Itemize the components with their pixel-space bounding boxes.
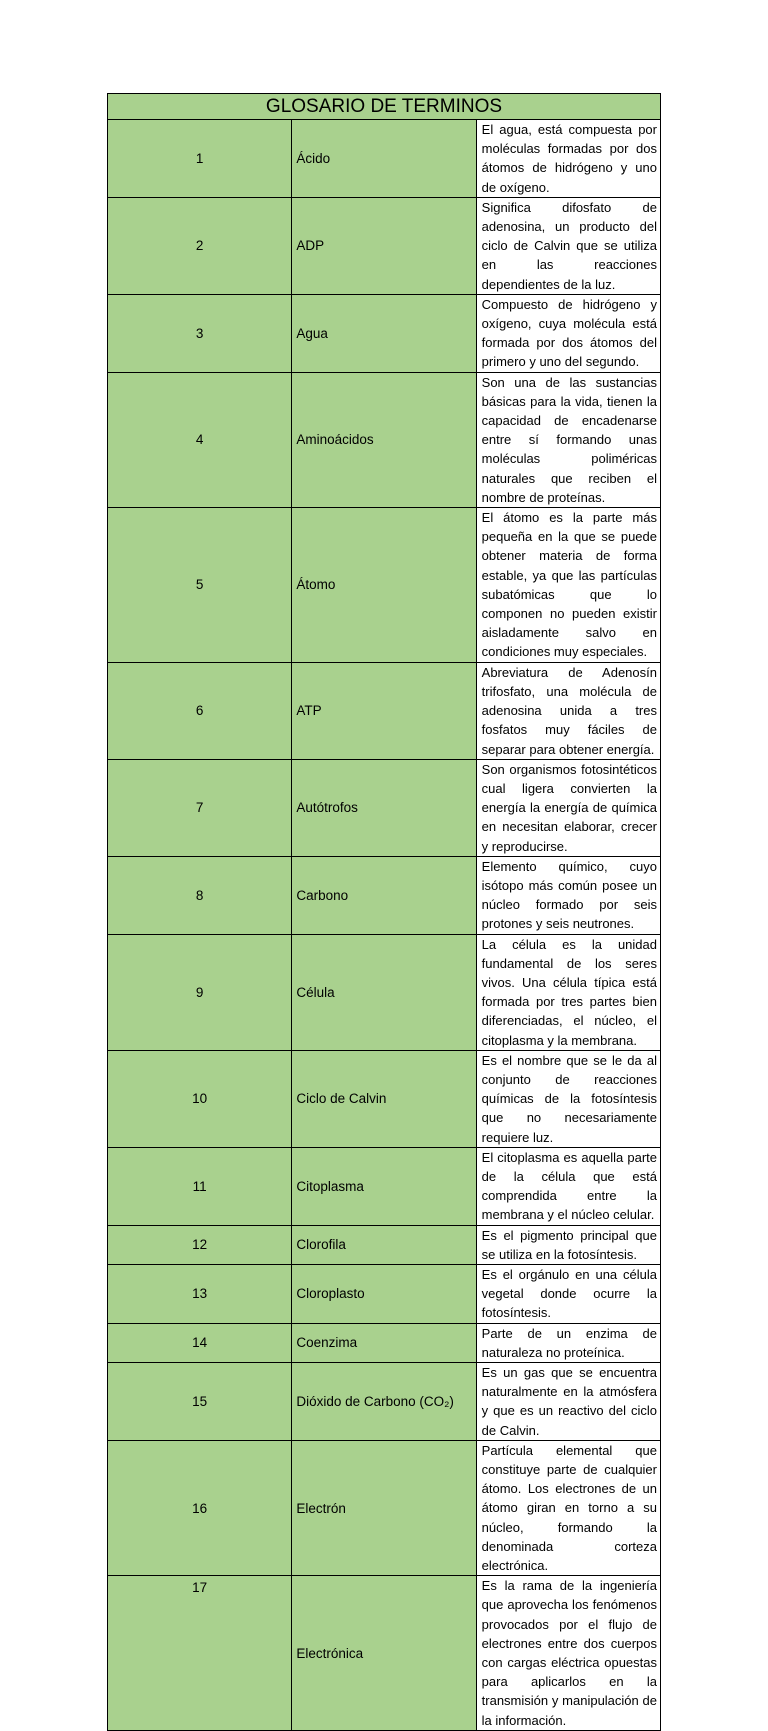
table-row <box>108 1147 661 1225</box>
entry-number: 16 <box>108 1440 292 1575</box>
entry-definition: Compuesto de hidrógeno y oxígeno, cuya molécula está formada por dos átomos del primero y uno del segundo. <box>476 294 660 372</box>
table-row <box>108 856 661 934</box>
entry-definition: El citoplasma es aquella parte de la célula que está comprendida entre la membrana y el núcleo celular. <box>476 1147 660 1225</box>
entry-definition: El átomo es la parte más pequeña en la que se puede obtener materia de forma estable, ya que las partículas subatómicas que lo componen no pueden existir aisladamente salvo en condiciones muy especiales. <box>476 508 660 663</box>
entry-number: 2 <box>108 197 292 294</box>
table-row <box>108 508 661 663</box>
glossary-table <box>107 93 661 1731</box>
entry-definition: Partícula elemental que constituye parte de cualquier átomo. Los electrones de un átomo giran en torno a su núcleo, formando la denominada corteza electrónica. <box>476 1440 660 1575</box>
table-row <box>108 1264 661 1323</box>
entry-term: Cloroplasto <box>292 1264 476 1323</box>
entry-definition: Es un gas que se encuentra naturalmente en la atmósfera y que es un reactivo del ciclo de Calvin. <box>476 1363 660 1441</box>
title-row <box>108 94 661 120</box>
entry-term: Electrón <box>292 1440 476 1575</box>
entry-definition: El agua, está compuesta por moléculas formadas por dos átomos de hidrógeno y uno de oxígeno. <box>476 120 660 198</box>
table-row <box>108 197 661 294</box>
table-row <box>108 1225 661 1264</box>
entry-number: 10 <box>108 1050 292 1147</box>
entry-number: 12 <box>108 1225 292 1264</box>
table-row <box>108 759 661 856</box>
table-row <box>108 372 661 507</box>
entry-number: 4 <box>108 372 292 507</box>
entry-term: Carbono <box>292 856 476 934</box>
entry-term: ATP <box>292 662 476 759</box>
entry-definition: Es el nombre que se le da al conjunto de reacciones químicas de la fotosíntesis que no necesariamente requiere luz. <box>476 1050 660 1147</box>
entry-term: ADP <box>292 197 476 294</box>
table-title: GLOSARIO DE TERMINOS <box>108 94 661 120</box>
table-row <box>108 934 661 1050</box>
entry-term: Coenzima <box>292 1323 476 1362</box>
entry-definition: Son una de las sustancias básicas para la vida, tienen la capacidad de encadenarse entre sí formando unas moléculas poliméricas naturales que reciben el nombre de proteínas. <box>476 372 660 507</box>
table-row <box>108 1363 661 1441</box>
table-row <box>108 120 661 198</box>
table-row <box>108 1576 661 1731</box>
entry-number: 11 <box>108 1147 292 1225</box>
entry-number: 1 <box>108 120 292 198</box>
entry-term: Átomo <box>292 508 476 663</box>
entry-term: Ácido <box>292 120 476 198</box>
entry-definition: Es el pigmento principal que se utiliza en la fotosíntesis. <box>476 1225 660 1264</box>
entry-definition: Parte de un enzima de naturaleza no proteínica. <box>476 1323 660 1362</box>
entry-term: Agua <box>292 294 476 372</box>
entry-definition: Abreviatura de Adenosín trifosfato, una molécula de adenosina unida a tres fosfatos muy fáciles de separar para obtener energía. <box>476 662 660 759</box>
entry-number: 13 <box>108 1264 292 1323</box>
entry-term: Citoplasma <box>292 1147 476 1225</box>
entry-number: 3 <box>108 294 292 372</box>
entry-number: 17 <box>108 1576 292 1731</box>
entry-term: Aminoácidos <box>292 372 476 507</box>
entry-definition: Es la rama de la ingeniería que aprovecha los fenómenos provocados por el flujo de electrones entre dos cuerpos con cargas eléctrica opuestas para aplicarlos en la transmisión y manipulación de la información. <box>476 1576 660 1731</box>
entry-definition: Significa difosfato de adenosina, un producto del ciclo de Calvin que se utiliza en las reacciones dependientes de la luz. <box>476 197 660 294</box>
entry-definition: Son organismos fotosintéticos cual ligera convierten la energía la energía de química en necesitan elaborar, crecer y reproducirse. <box>476 759 660 856</box>
table-row <box>108 662 661 759</box>
table-row <box>108 1440 661 1575</box>
entry-term: Ciclo de Calvin <box>292 1050 476 1147</box>
entry-definition: Elemento químico, cuyo isótopo más común posee un núcleo formado por seis protones y seis neutrones. <box>476 856 660 934</box>
table-row <box>108 1323 661 1362</box>
table-row <box>108 294 661 372</box>
entry-term: Electrónica <box>292 1576 476 1731</box>
entry-number: 14 <box>108 1323 292 1362</box>
entry-number: 7 <box>108 759 292 856</box>
entry-term: Clorofila <box>292 1225 476 1264</box>
entry-term: Autótrofos <box>292 759 476 856</box>
entry-definition: Es el orgánulo en una célula vegetal donde ocurre la fotosíntesis. <box>476 1264 660 1323</box>
entry-number: 6 <box>108 662 292 759</box>
entry-definition: La célula es la unidad fundamental de los seres vivos. Una célula típica está formada por tres partes bien diferenciadas, el núcleo, el citoplasma y la membrana. <box>476 934 660 1050</box>
entry-number: 9 <box>108 934 292 1050</box>
entry-term: Célula <box>292 934 476 1050</box>
entry-number: 15 <box>108 1363 292 1441</box>
table-row <box>108 1050 661 1147</box>
entry-term: Dióxido de Carbono (CO₂) <box>292 1363 476 1441</box>
entry-number: 5 <box>108 508 292 663</box>
glossary-rows <box>108 120 661 1731</box>
entry-number: 8 <box>108 856 292 934</box>
